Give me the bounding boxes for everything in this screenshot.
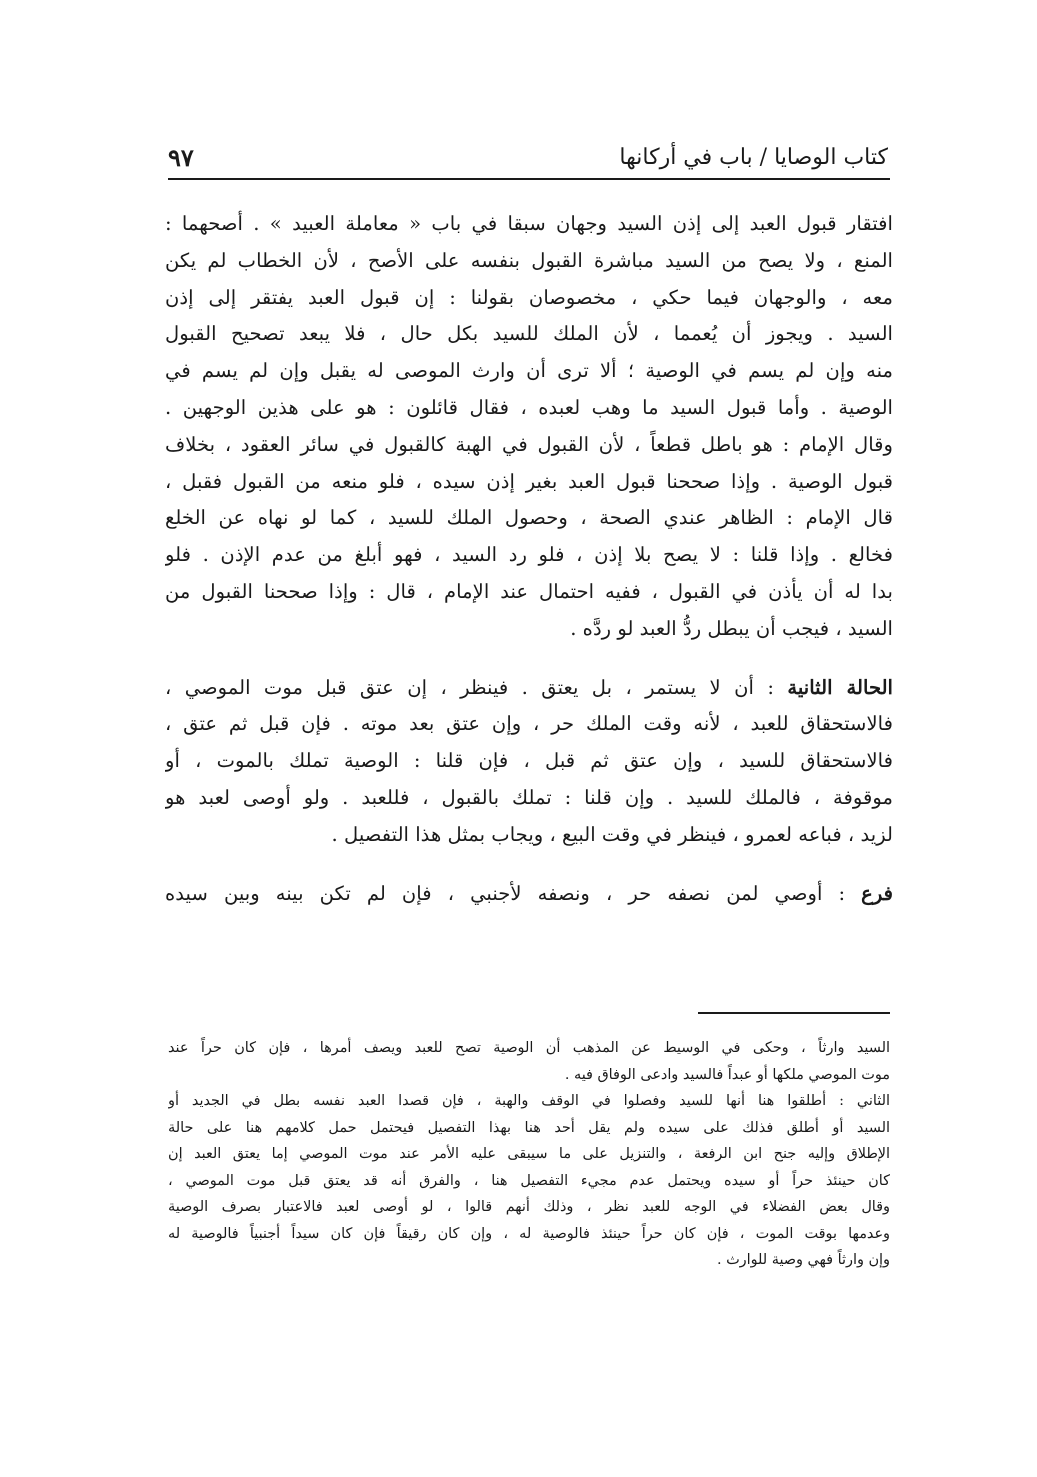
page-header	[168, 138, 888, 180]
text-line: افتقار قبول العبد إلى إذن السيد وجهان سبقا في باب « معاملة العبيد » . أصحهما :	[165, 212, 893, 235]
footnote-line: الإطلاق وإليه جنح ابن الرفعة ، والتنزيل على ما سيبقى عليه الأمر عند موت الموصي إما يعتق العبد إن	[168, 1146, 890, 1162]
footnote-line: وعدمها بوقت الموت ، فإن كان حراً حينئذ فالوصية له ، وإن كان رقيقاً فإن كان سيداً أجنبياً فالوصية له	[168, 1225, 890, 1242]
footnotes	[168, 1035, 890, 1274]
text-line-rest: : أن لا يستمر ، بل يعتق . فينظر ، إن عتق قبل موت الموصي ،	[165, 675, 788, 699]
text-line: فالاستحقاق للعبد ، لأنه وقت الملك حر ، وإن عتق بعد موته . فإن قبل ثم عتق ،	[165, 712, 893, 736]
running-title: كتاب الوصايا / باب في أركانها	[619, 145, 888, 170]
footnote-line: وقال بعض الفضلاء في الوجه للعبد نظر ، وذلك أنهم قالوا ، لو أوصى لعبد فالاعتبار بصرف الوصية	[168, 1199, 890, 1215]
text-line: السيد . ويجوز أن يُعمما ، لأن الملك للسيد بكل حال ، فلا يبعد تصحيح القبول	[165, 322, 893, 346]
text-line	[165, 876, 893, 913]
paragraph-2	[165, 670, 893, 854]
text-line: الوصية . وأما قبول السيد ما وهب لعبده ، فقال قائلون : هو على هذين الوجهين .	[165, 395, 893, 419]
paragraph-3	[165, 876, 893, 913]
text-line: وقال الإمام : هو باطل قطعاً ، لأن القبول في الهبة كالقبول في سائر العقود ، بخلاف	[165, 432, 893, 456]
paragraph-gap	[165, 854, 893, 876]
footnote-line: الثاني : أطلقوا هنا أنها للسيد وفصلوا في الوقف والهبة ، فإن قصدا العبد نفسه بطل في الجديد أو	[168, 1093, 890, 1109]
footnote-line: السيد وارثاً ، وحكى في الوسيط عن المذهب أن الوصية تصح للعبد ويصف أمرها ، فإن كان حراً عند	[168, 1040, 890, 1056]
text-line	[165, 670, 893, 707]
text-line: معه ، والوجهان فيما حكي ، مخصوصان بقولنا : إن قبول العبد يفتقر إلى إذن	[165, 285, 893, 309]
text-line: قال الإمام : الظاهر عندي الصحة ، وحصول الملك للسيد ، كما لو نهاه عن الخلع	[165, 506, 893, 530]
header-divider	[168, 178, 890, 180]
text-line: فالاستحقاق للسيد ، وإن عتق ثم قبل ، فإن قلنا : الوصية تملك بالموت ، أو	[165, 749, 893, 773]
footnote-divider	[698, 1012, 890, 1014]
branch-heading: فرع	[861, 881, 893, 905]
section-heading: الحالة الثانية	[787, 675, 893, 699]
text-line-rest: : أوصي لمن نصفه حر ، ونصفه لأجنبي ، فإن لم تكن بينه وبين سيده	[165, 881, 862, 905]
text-line: بدا له أن يأذن في القبول ، ففيه احتمال عند الإمام ، قال : وإذا صححنا القبول من	[165, 579, 893, 603]
text-line: قبول الوصية . وإذا صححنا قبول العبد بغير إذن سيده ، فلو منعه من القبول فقبل ،	[165, 469, 893, 493]
paragraph-1	[165, 206, 893, 648]
main-text	[165, 206, 893, 912]
text-line: فخالع . وإذا قلنا : لا يصح بلا إذن ، فلو رد السيد ، فهو أبلغ من عدم الإذن . فلو	[165, 543, 893, 567]
footnote-line: وإن وارثاً فهي وصية للوارث .	[716, 1252, 890, 1268]
paragraph-gap	[165, 648, 893, 670]
footnote-line: موت الموصي ملكها أو عبداً فالسيد وادعى الوفاق فيه .	[564, 1066, 890, 1083]
text-line: موقوفة ، فالملك للسيد . وإن قلنا : تملك بالقبول ، فللعبد . ولو أوصى لعبد هو	[165, 785, 893, 809]
page-number: ٩٧	[168, 143, 194, 172]
footnote-line: كان حينئذ حراً أو سيده ويحتمل عدم مجيء التفصيل هنا ، والفرق أنه قد يعتق قبل موت الموصي ،	[168, 1172, 890, 1189]
text-line: منه وإن لم يسم في الوصية ؛ ألا ترى أن وارث الموصى له يقبل وإن لم يسم في	[165, 359, 893, 383]
text-line: لزيد ، فباعه لعمرو ، فينظر في وقت البيع ، ويجاب بمثل هذا التفصيل .	[331, 822, 893, 846]
footnote-line: السيد أو أطلق فذلك على سيده ولم يقل أحد هنا بهذا التفصيل فيحتمل حمل كلامهم هنا على حالة	[168, 1119, 890, 1136]
text-line: المنع ، ولا يصح من السيد مباشرة القبول بنفسه على الأصح ، لأن الخطاب لم يكن	[165, 248, 893, 272]
text-line: السيد ، فيجب أن يبطل ردُّ العبد لو ردَّه .	[570, 616, 893, 640]
